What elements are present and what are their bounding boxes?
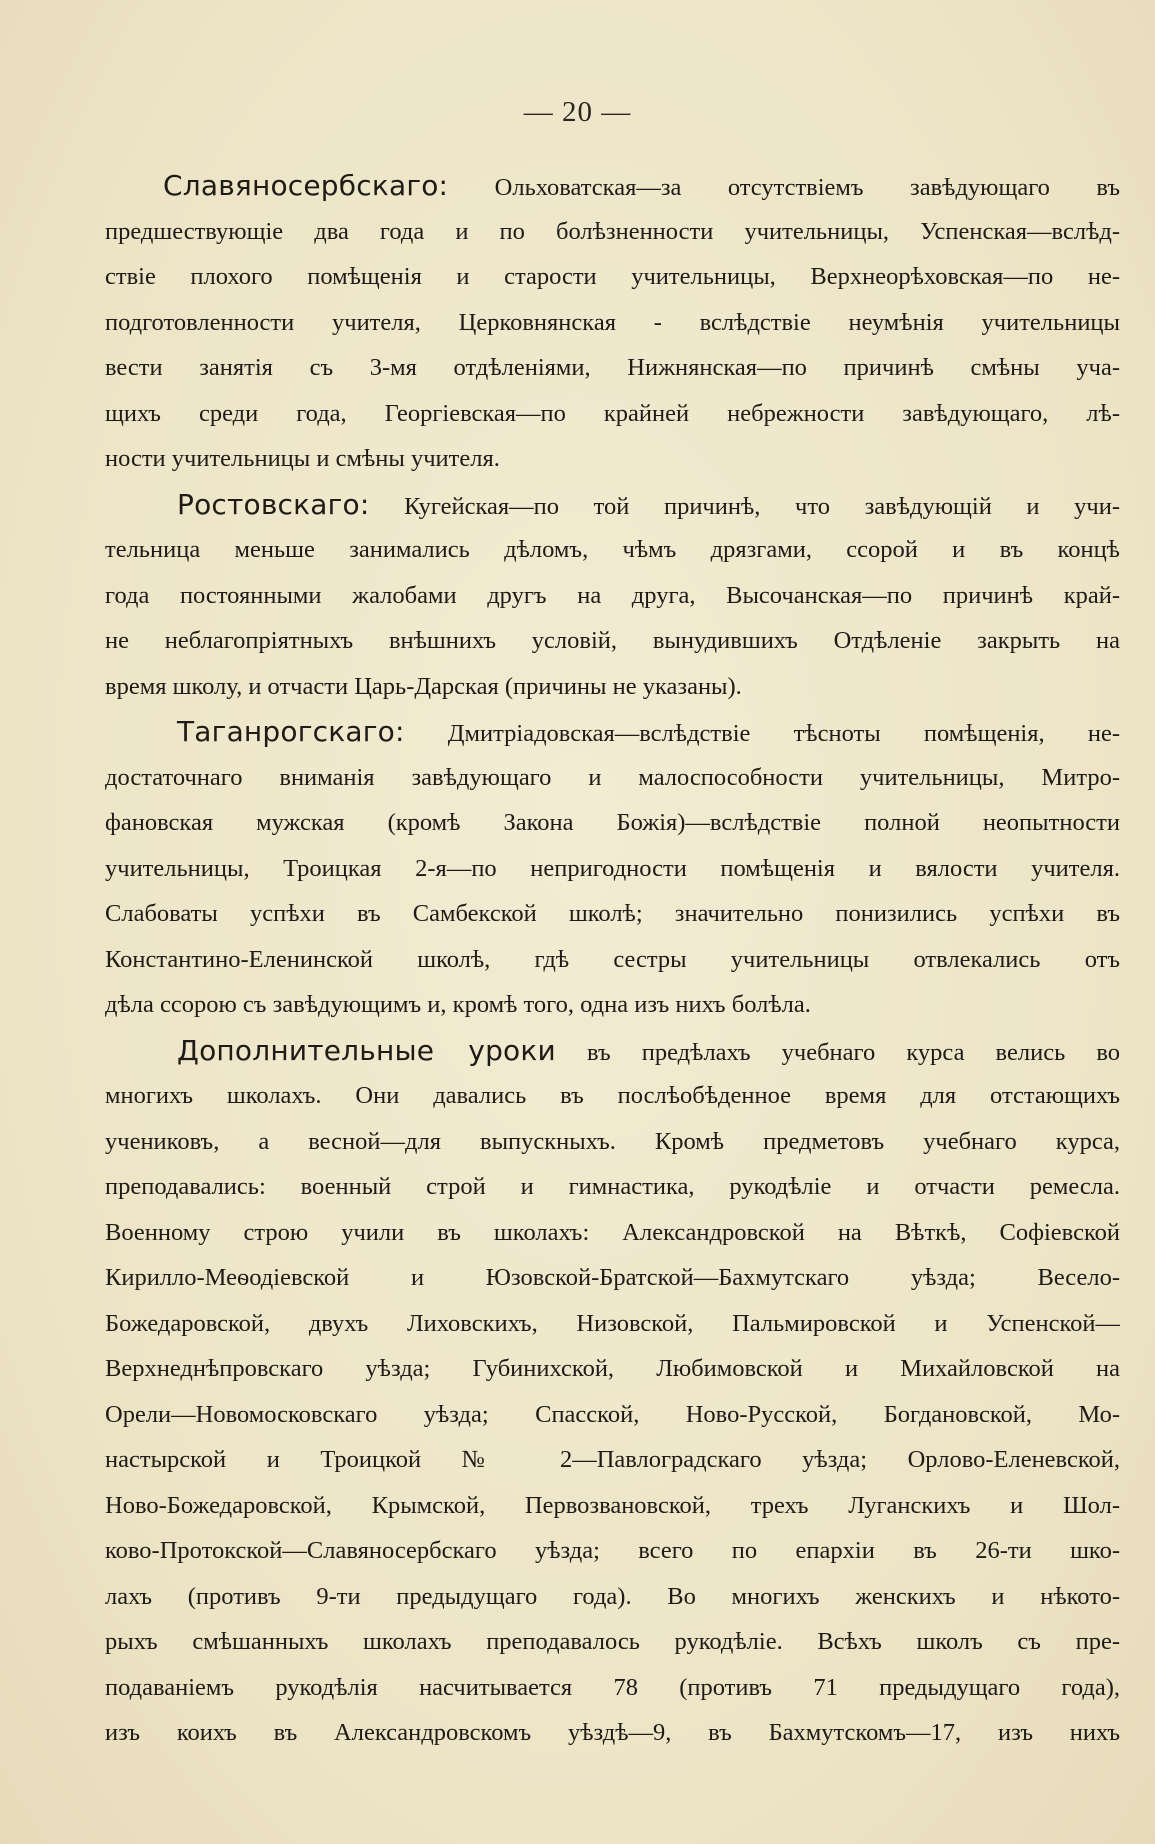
line-text: учениковъ, а весной—для выпускныхъ. Кромѣ предметовъ учебнаго курса, [105,1127,1120,1155]
line-text: Ново-Божедаровской, Крымской, Первозвановской, трехъ Луганскихъ и Шол- [105,1491,1120,1519]
text-line [105,1619,1120,1665]
section-lead: Славяносербскаго: [163,169,449,202]
text-line [105,618,1120,664]
text-line [105,1119,1120,1165]
page-number: — 20 — [523,96,632,128]
line-text: настырской и Троицкой № 2—Павлоградскаго уѣзда; Орлово-Еленевской, [105,1446,1120,1473]
text-line [105,300,1120,346]
text-line [105,573,1120,619]
text-line [105,1483,1120,1529]
text-line [105,1346,1120,1392]
text-line [105,391,1120,437]
line-text: Верхнеднѣпровскаго уѣзда; Губинихской, Любимовской и Михайловской на [105,1355,1120,1382]
section-lead: Ростовскаго: [177,487,370,521]
text-line [105,209,1120,255]
section-lead: Таганрогскаго: [177,715,405,748]
line-text: щихъ среди года, Георгіевская—по крайней небрежности завѣдующаго, лѣ- [105,399,1120,427]
line-text: многихъ школахъ. Они давались въ послѣобѣденное время для отстающихъ [105,1082,1120,1109]
body-text [105,163,1120,1756]
text-line [105,345,1120,391]
text-line [105,937,1120,983]
line-text: года постоянными жалобами другъ на друга, Высочанская—по причинѣ край- [105,581,1120,609]
line-text: достаточнаго вниманія завѣдующаго и малоспособности учительницы, Митро- [105,763,1120,791]
text-line [105,163,1120,209]
line-text: фановская мужская (кромѣ Закона Божія)—вслѣдствіе полной неопытности [105,809,1120,836]
text-line [105,664,1120,710]
text-line [105,1392,1120,1438]
text-line [105,891,1120,937]
line-text: Божедаровской, двухъ Лиховскихъ, Низовской, Пальмировской и Успенской— [105,1309,1120,1337]
text-line [105,1164,1120,1210]
text-line [105,1210,1120,1256]
section-lead: Дополнительные уроки [177,1033,556,1067]
text-line [105,800,1120,846]
text-line [105,982,1120,1028]
text-line [105,482,1120,528]
text-line [105,1028,1120,1074]
line-text: учительницы, Троицкая 2-я—по непригодности помѣщенія и вялости учителя. [105,854,1120,882]
line-text: подготовленности учителя, Церковнянская - вслѣдствіе неумѣнія учительницы [105,308,1120,336]
line-text: Орели—Новомосковскаго уѣзда; Спасской, Ново-Русской, Богдановской, Мо- [105,1400,1120,1428]
line-text: Константино-Еленинской школѣ, гдѣ сестры учительницы отвлекались отъ [105,945,1120,973]
text-line [105,1255,1120,1301]
text-line [105,709,1120,755]
line-text: лахъ (противъ 9-ти предыдущаго года). Во многихъ женскихъ и нѣкото- [105,1582,1120,1610]
line-text: подаваніемъ рукодѣлія насчитывается 78 (противъ 71 предыдущаго года), [105,1673,1120,1701]
line-text: ково-Протокской—Славяносербскаго уѣзда; всего по епархіи въ 26-ти шко- [105,1537,1120,1564]
text-line [105,755,1120,801]
line-text: преподавались: военный строй и гимнастика, рукодѣліе и отчасти ремесла. [105,1173,1120,1200]
line-text: Дмитріадовская—вслѣдствіе тѣсноты помѣщенія, не- [404,720,1120,747]
text-line [105,1073,1120,1119]
text-line [105,1574,1120,1620]
line-text: Кугейская—по той причинѣ, что завѣдующій и учи- [369,492,1120,520]
text-line [105,436,1120,482]
line-text: въ предѣлахъ учебнаго курса велись во [555,1038,1120,1066]
line-text: предшествующіе два года и по болѣзненности учительницы, Успенская—вслѣд- [105,217,1120,245]
text-line [105,527,1120,573]
line-text: рыхъ смѣшанныхъ школахъ преподавалось рукодѣліе. Всѣхъ школъ съ пре- [105,1628,1120,1655]
text-line [105,1301,1120,1347]
text-line [105,254,1120,300]
line-text: ствіе плохого помѣщенія и старости учительницы, Верхнеорѣховская—по не- [105,263,1120,290]
line-text: Кирилло-Меѳодіевской и Юзовской-Братской—Бахмутскаго уѣзда; Весело- [105,1264,1120,1291]
line-text: время школу, и отчасти Царь-Дарская (причины не указаны). [105,672,742,700]
line-text: Военному строю учили въ школахъ: Александровской на Вѣткѣ, Софіевской [105,1218,1120,1246]
line-text: Слабоваты успѣхи въ Самбекской школѣ; значительно понизились успѣхи въ [105,900,1120,927]
line-text: ности учительницы и смѣны учителя. [105,445,500,472]
text-line [105,1528,1120,1574]
line-text: не неблагопріятныхъ внѣшнихъ условій, вынудившихъ Отдѣленіе закрыть на [105,627,1120,654]
text-line [105,846,1120,892]
line-text: изъ коихъ въ Александровскомъ уѣздѣ—9, въ Бахмутскомъ—17, изъ нихъ [105,1719,1120,1746]
line-text: вести занятія съ 3-мя отдѣленіями, Нижнянская—по причинѣ смѣны уча- [105,354,1120,381]
line-text: Ольховатская—за отсутствіемъ завѣдующаго въ [448,174,1120,201]
text-line [105,1437,1120,1483]
line-text: дѣла ссорою съ завѣдующимъ и, кромѣ того, одна изъ нихъ болѣла. [105,991,811,1018]
text-line [105,1665,1120,1711]
text-line [105,1710,1120,1756]
line-text: тельница меньше занимались дѣломъ, чѣмъ дрязгами, ссорой и въ концѣ [105,536,1120,563]
